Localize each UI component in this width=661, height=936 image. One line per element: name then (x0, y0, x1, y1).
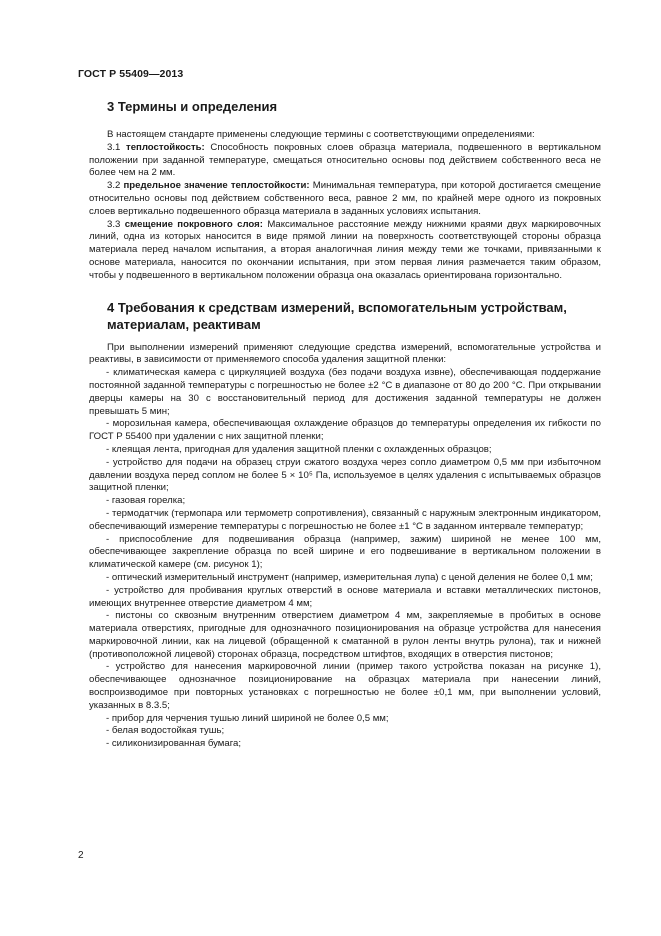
section-3-title: 3 Термины и определения (107, 99, 278, 114)
standard-code-header: ГОСТ Р 55409—2013 (78, 68, 184, 80)
list-item: - термодатчик (термопара или термометр сопротивления), связанный с наружным электронным индикатором, обеспечивающий измерение температуры с погрешностью не более ±1 °С в заданном интервале температур; (89, 507, 601, 532)
list-item: - прибор для черчения тушью линий шириной не более 0,5 мм; (106, 712, 389, 724)
term-definition: Способность покровных слоев образца материала, подвешенного в вертикальном положении при заданной температуре, смещаться относительно основы под действием собственного веса не более чем на 2 мм. (89, 141, 601, 179)
list-item: - белая водостойкая тушь; (106, 725, 225, 737)
term-name: теплостойкость: (126, 141, 205, 153)
term-name: предельное значение теплостойкости: (123, 180, 310, 192)
term-3-3 (89, 219, 601, 283)
section-3-intro: В настоящем стандарте применены следующие термины с соответствующими определениями: (107, 129, 535, 140)
section-4-title: 4 Требования к средствам измерений, вспомогательным устройствам, материалам, реактивам (107, 299, 567, 332)
list-item: - газовая горелка; (106, 495, 186, 507)
list-item: - оптический измерительный инструмент (например, измерительная лупа) с ценой деления не более 0,1 мм; (106, 571, 593, 583)
term-number: 3.2 (107, 180, 124, 192)
page-content (89, 98, 601, 751)
term-number: 3.1 (107, 141, 126, 153)
list-item: - морозильная камера, обеспечивающая охлаждение образцов до температуры определения их гибкости по ГОСТ Р 55400 при удалении с них защитной пленки; (89, 418, 601, 443)
list-item: - климатическая камера с циркуляцией воздуха (без подачи воздуха извне), обеспечивающая поддержание постоянной заданной температуры с погрешностью не более ±2 °С в диапазоне от 80 до 200 °С. При открывании дверцы камеры на 30 с восстановительный период для достижения заданной температуры не должен превышать 5 мин; (89, 367, 601, 417)
term-3-2 (89, 180, 601, 218)
term-definition: Максимальное расстояние между нижними краями двух маркировочных линий, одна из которых наносится в виде прямой линии на поверхность соответствующей стороны образца материала перед началом испытания, а вторая аналогичная линия между теми же точками, привязанными к основе материала, наносится по окончании испытания, при этом первая линия размечается таким образом, чтобы у подвешенного в вертикальном положении образца она оказалась ориентирована горизонтально. (89, 218, 601, 281)
term-definition: Минимальная температура, при которой достигается смещение относительно основы под действием собственного веса, равное 2 мм, по крайней мере одного из покровных слоев вертикально подвешенного образца материала в заданных условиях испытания. (89, 180, 601, 217)
section-4-intro: При выполнении измерений применяют следующие средства измерений, вспомогательные устройства и реактивы, в зависимости от применяемого способа удаления защитной пленки: (89, 341, 601, 366)
list-item: - приспособление для подвешивания образца (например, зажим) шириной не менее 100 мм, обеспечивающее закрепление образца по всей ширине и его подвешивание в вертикальном положении в климатической камере (см. рисунок 1); (89, 533, 601, 571)
list-item: - устройство для пробивания круглых отверстий в основе материала и вставки металлических пистонов, имеющих внутреннее отверстие диаметром 4 мм; (89, 584, 601, 609)
term-3-1 (89, 142, 601, 180)
list-item: - устройство для подачи на образец струи сжатого воздуха через сопло диаметром 0,5 мм при избыточном давлении воздуха перед соплом не более 5 × 10⁵ Па, используемое в целях удаления с испытываемых образцов защитной пленки; (89, 456, 601, 494)
list-item: - силиконизированная бумага; (106, 738, 242, 750)
term-name: смещение покровного слоя: (124, 218, 263, 230)
list-item: - устройство для нанесения маркировочной линии (пример такого устройства показан на рисунке 1), обеспечивающее однозначное позиционирование на образцах материала при нанесении линий, воспроизводимое при повторных установках с погрешностью не более ±0,1 мм, при выполнении условий, указанных в 8.3.5; (89, 661, 601, 711)
term-number: 3.3 (107, 218, 125, 230)
list-item: - пистоны со сквозным внутренним отверстием диаметром 4 мм, закрепляемые в пробитых в основе материала отверстиях, пригодные для однозначного позиционирования на образце устройства для нанесения маркировочной линии, как на лицевой (обращенной к сматанной в рулон ленты внутрь рулона), так и нижней (противоположной лицевой) сторонах образца, посредством штифтов, входящих в отверстия пистонов; (89, 610, 601, 660)
list-item: - клеящая лента, пригодная для удаления защитной пленки с охлажденных образцов; (106, 443, 492, 455)
page-number: 2 (78, 850, 84, 861)
